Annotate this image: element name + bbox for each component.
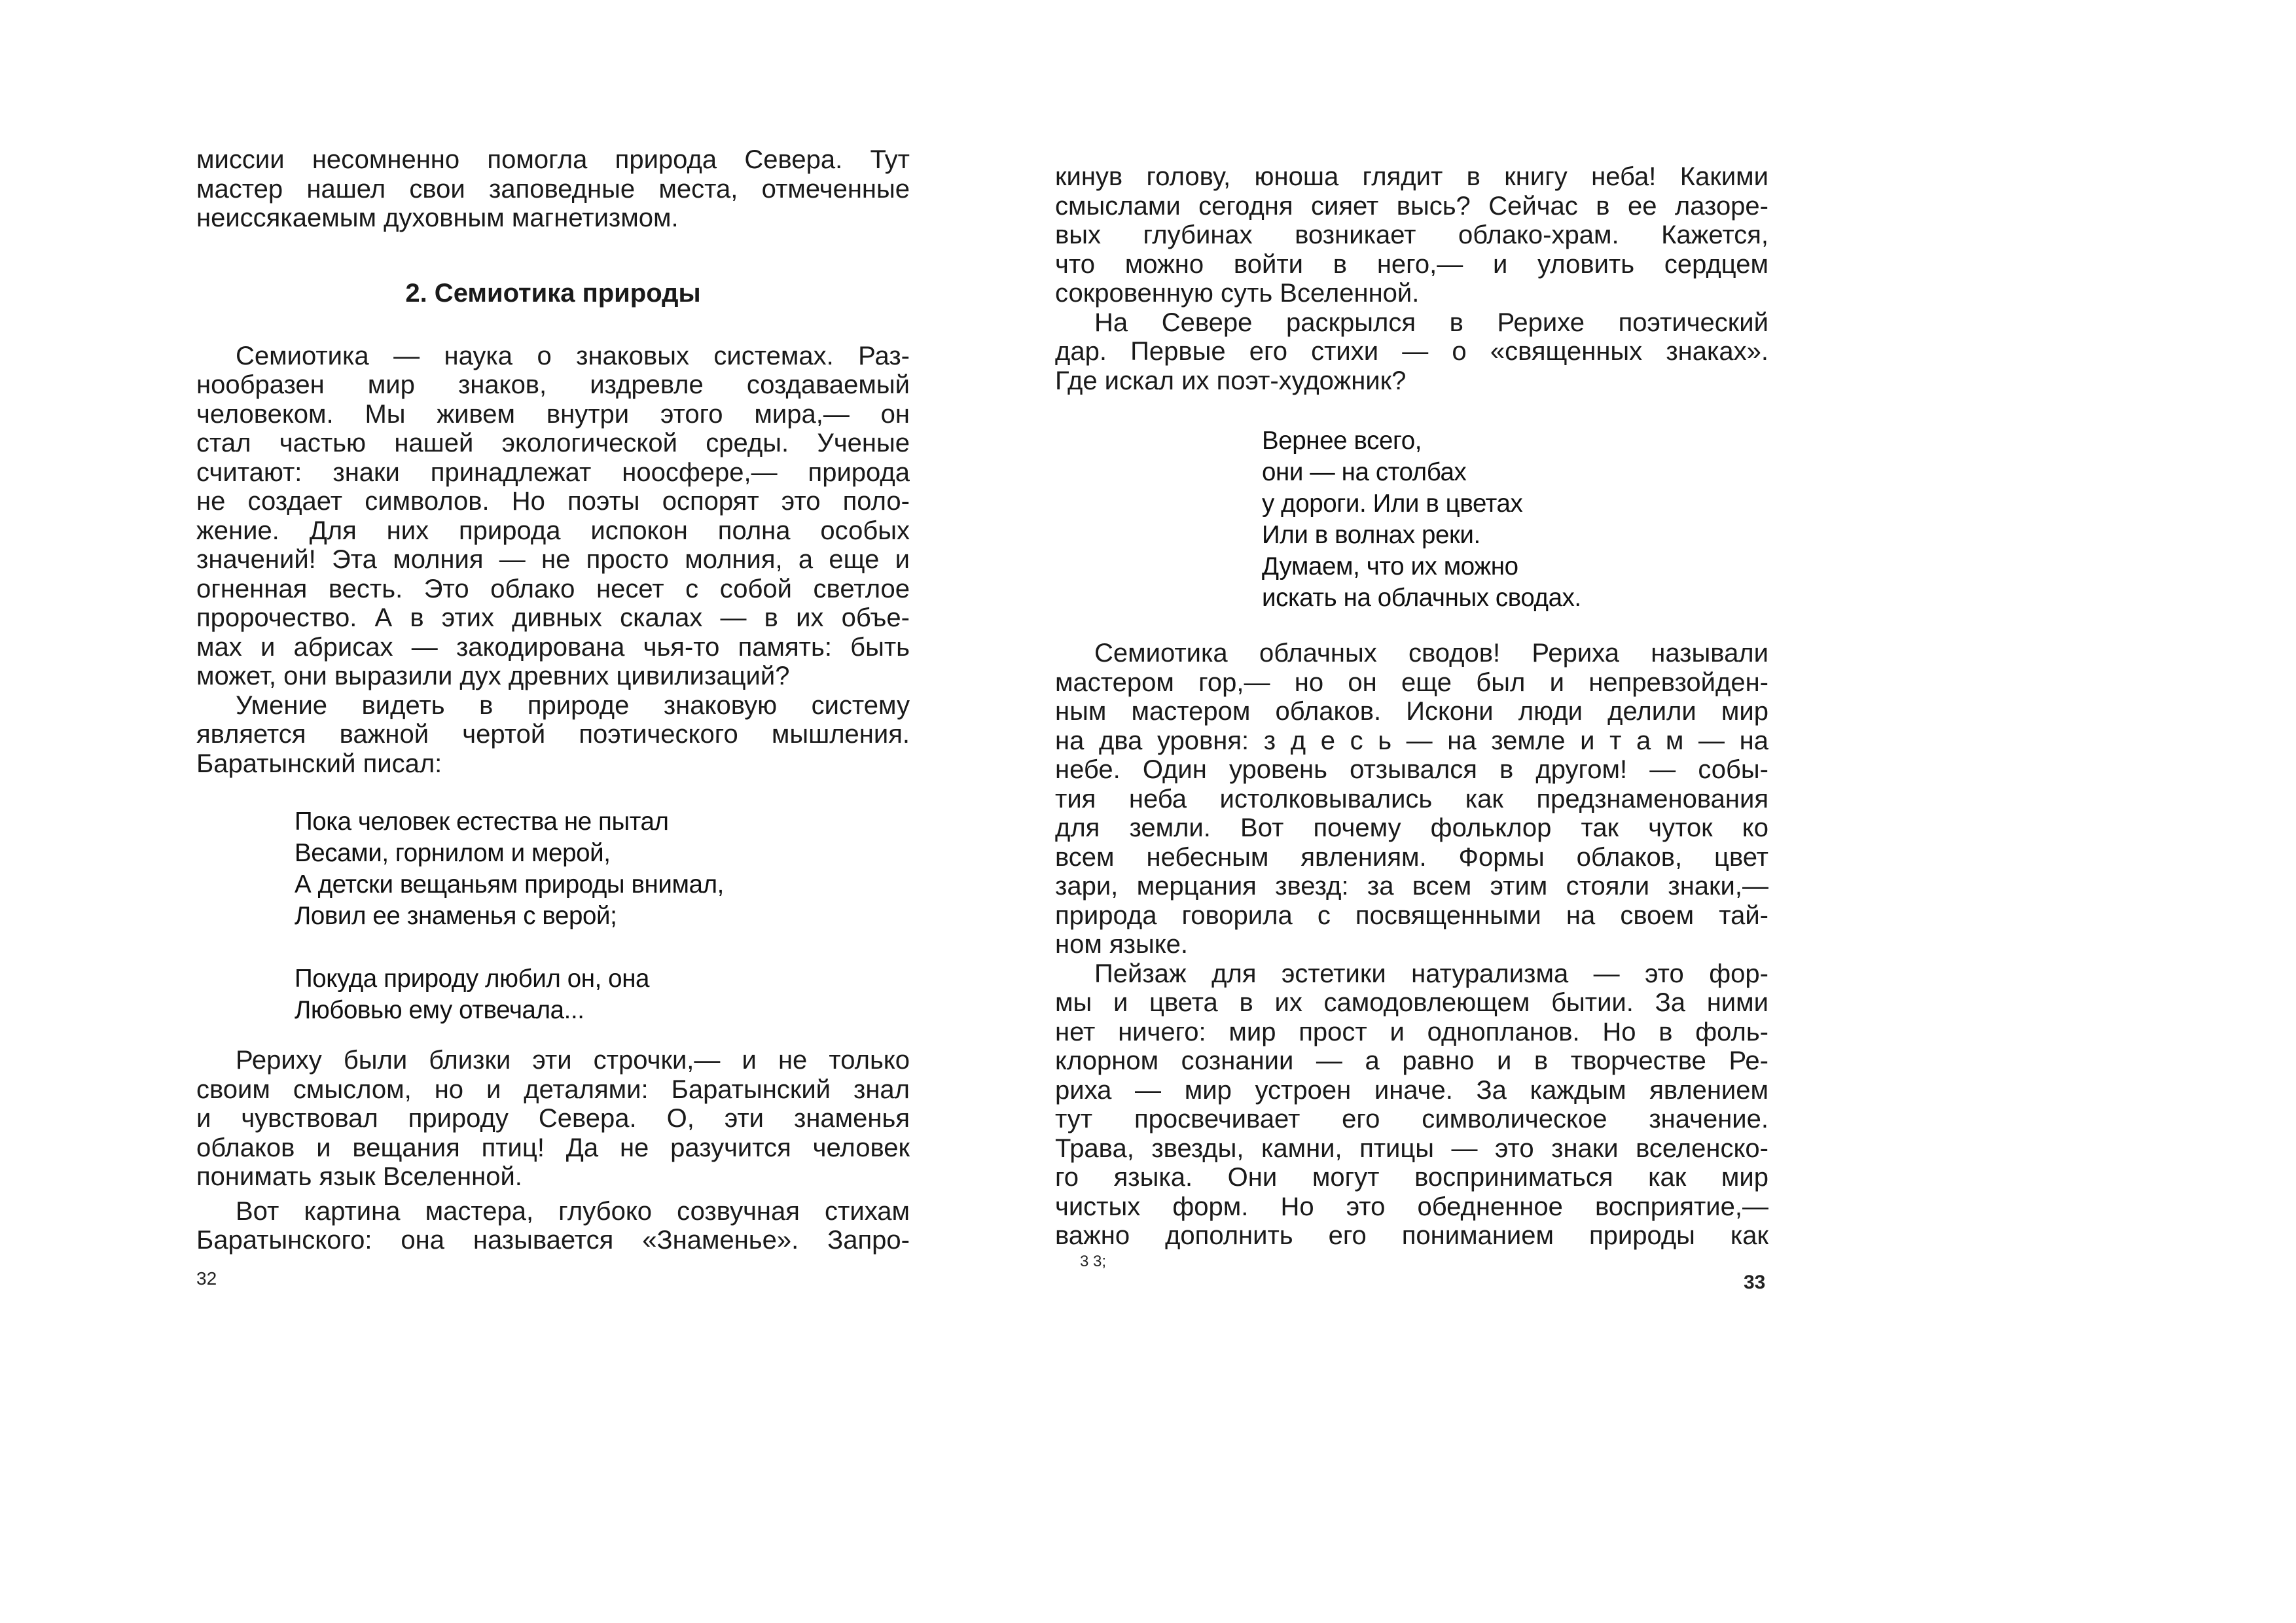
text-line: Где искал их поэт-художник?	[1055, 366, 1407, 395]
left-page	[196, 145, 910, 1255]
page-number-left: 32	[196, 1268, 217, 1289]
text-line: смыслами сегодня сияет высь? Сейчас в ее лазоре-	[1055, 191, 1768, 221]
text-line: что можно войти в него,— и уловить сердцем	[1055, 249, 1768, 279]
text-line: вых глубинах возникает облако-храм. Кажется,	[1055, 221, 1768, 249]
text-line: своим смыслом, но и деталями: Баратынский знал	[196, 1075, 910, 1104]
text-line: природа говорила с посвященными на своем тай-	[1055, 901, 1768, 930]
page-number-right: 33	[1744, 1272, 1766, 1293]
text-line: пророчество. А в этих дивных скалах — в их объе-	[196, 603, 910, 632]
left-paragraph-2	[196, 342, 910, 691]
text-line: значений! Эта молния — не просто молния, а еще и	[196, 545, 910, 574]
text-line: Баратынский писал:	[196, 749, 442, 778]
footer-mark: 3 3;	[1080, 1253, 1107, 1270]
text-line: сокровенную суть Вселенной.	[1055, 279, 1420, 308]
poem-line: Любовью ему отвечала...	[295, 996, 584, 1024]
poem-line: Покуда природу любил он, она	[295, 965, 650, 993]
poem-line: А детски вещаньям природы внимал,	[295, 870, 724, 899]
text-line: Пейзаж для эстетики натурализма — это фор-	[1094, 959, 1768, 988]
poem-stanza-1	[295, 806, 910, 932]
text-line: и чувствовал природу Севера. О, эти знаменья	[196, 1104, 910, 1133]
text-line: считают: знаки принадлежат ноосфере,— природа	[196, 457, 910, 487]
text-line: Рериху были близки эти строчки,— и не только	[236, 1046, 910, 1075]
text-line: Семиотика облачных сводов! Рериха называли	[1094, 639, 1768, 668]
poem-line: Пока человек естества не пытал	[295, 808, 669, 836]
text-line: мы и цвета в их самодовлеющем бытии. За ними	[1055, 988, 1768, 1017]
right-paragraph-3	[1055, 639, 1768, 959]
text-line: миссии несомненно помогла природа Севера. Тут	[196, 145, 910, 174]
text-line: может, они выразили дух древних цивилизаций?	[196, 662, 790, 690]
text-line: тут просвечивает его символическое значение.	[1055, 1105, 1768, 1133]
text-line: облаков и вещания птиц! Да не разучится человек	[196, 1133, 910, 1162]
text-line: зари, мерцания звезд: за всем этим стояли знаки,—	[1055, 872, 1768, 901]
poem-line: искать на облачных сводах.	[1262, 584, 1581, 612]
text-line: кинув голову, юноша глядит в книгу неба! Какими	[1055, 162, 1768, 191]
text-line: ным мастером облаков. Искони люди делили мир	[1055, 697, 1768, 726]
text-line: человеком. Мы живем внутри этого мира,— он	[196, 399, 910, 429]
text-line: Умение видеть в природе знаковую систему	[236, 690, 910, 720]
poem-line: Ловил ее знаменья с верой;	[295, 902, 617, 930]
left-paragraph-3	[196, 691, 910, 779]
text-line: небе. Один уровень отзывался в другом! — собы-	[1055, 755, 1768, 784]
poem-line: Или в волнах реки.	[1262, 521, 1480, 549]
text-line: тия неба истолковывались как предзнаменования	[1055, 784, 1768, 813]
section-heading: 2. Семиотика природы	[405, 278, 701, 308]
poem-line: Вернее всего,	[1262, 427, 1422, 455]
left-paragraph-5	[196, 1197, 910, 1255]
text-line: мастером гор,— но он еще был и непревзойден-	[1055, 668, 1768, 697]
text-line: На Севере раскрылся в Рерихе поэтический	[1094, 308, 1768, 337]
text-line: дар. Первые его стихи — о «священных знаках».	[1055, 337, 1768, 366]
left-paragraph-1	[196, 145, 910, 233]
text-line: мах и абрисах — закодирована чья-то память: быть	[196, 632, 910, 662]
text-line: Баратынского: она называется «Знаменье». Запро-	[196, 1226, 910, 1255]
right-paragraph-4	[1055, 959, 1768, 1251]
poem-stanza-2	[295, 963, 910, 1026]
text-line: всем небесным явлениям. Формы облаков, цвет	[1055, 842, 1768, 872]
text-line: клорном сознании — а равно и в творчестве Ре-	[1055, 1046, 1768, 1075]
text-line: нообразен мир знаков, издревле создаваемый	[196, 370, 910, 399]
text-line: стал частью нашей экологической среды. Ученые	[196, 429, 910, 457]
text-line: Семиотика — наука о знаковых системах. Раз-	[236, 341, 910, 370]
right-paragraph-1	[1055, 162, 1768, 308]
text-line: го языка. Они могут восприниматься как мир	[1055, 1163, 1768, 1192]
text-line: риха — мир устроен иначе. За каждым явлением	[1055, 1075, 1768, 1105]
text-line: понимать язык Вселенной.	[196, 1162, 522, 1191]
text-line: ном языке.	[1055, 930, 1189, 959]
text-line: является важной чертой поэтического мышления.	[196, 720, 910, 749]
text-line: неиссякаемым духовным магнетизмом.	[196, 204, 679, 232]
text-line: Вот картина мастера, глубоко созвучная стихам	[236, 1196, 910, 1226]
right-page	[1055, 162, 1768, 1251]
right-paragraph-2	[1055, 308, 1768, 396]
poem-line: Весами, горнилом и мерой,	[295, 839, 611, 867]
text-line: для земли. Вот почему фольклор так чуток ко	[1055, 813, 1768, 842]
left-paragraph-4	[196, 1046, 910, 1192]
poem-line: они — на столбах	[1262, 458, 1467, 486]
text-line: чистых форм. Но это обедненное восприятие,—	[1055, 1192, 1768, 1221]
poem-line: Думаем, что их можно	[1262, 552, 1518, 580]
text-line: жение. Для них природа испокон полна особых	[196, 516, 910, 545]
text-line: не создает символов. Но поэты оспорят это поло-	[196, 487, 910, 516]
text-line: Трава, звезды, камни, птицы — это знаки вселенско-	[1055, 1133, 1768, 1163]
poem-line: у дороги. Или в цветах	[1262, 490, 1523, 518]
text-line: на два уровня: з д е с ь — на земле и т а м — на	[1055, 726, 1768, 755]
poem-right	[1262, 425, 1768, 614]
text-line: нет ничего: мир прост и однопланов. Но в фоль-	[1055, 1017, 1768, 1046]
text-line: мастер нашел свои заповедные места, отмеченные	[196, 174, 910, 204]
text-line: важно дополнить его пониманием природы как	[1055, 1221, 1768, 1250]
text-line: огненная весть. Это облако несет с собой светлое	[196, 574, 910, 603]
